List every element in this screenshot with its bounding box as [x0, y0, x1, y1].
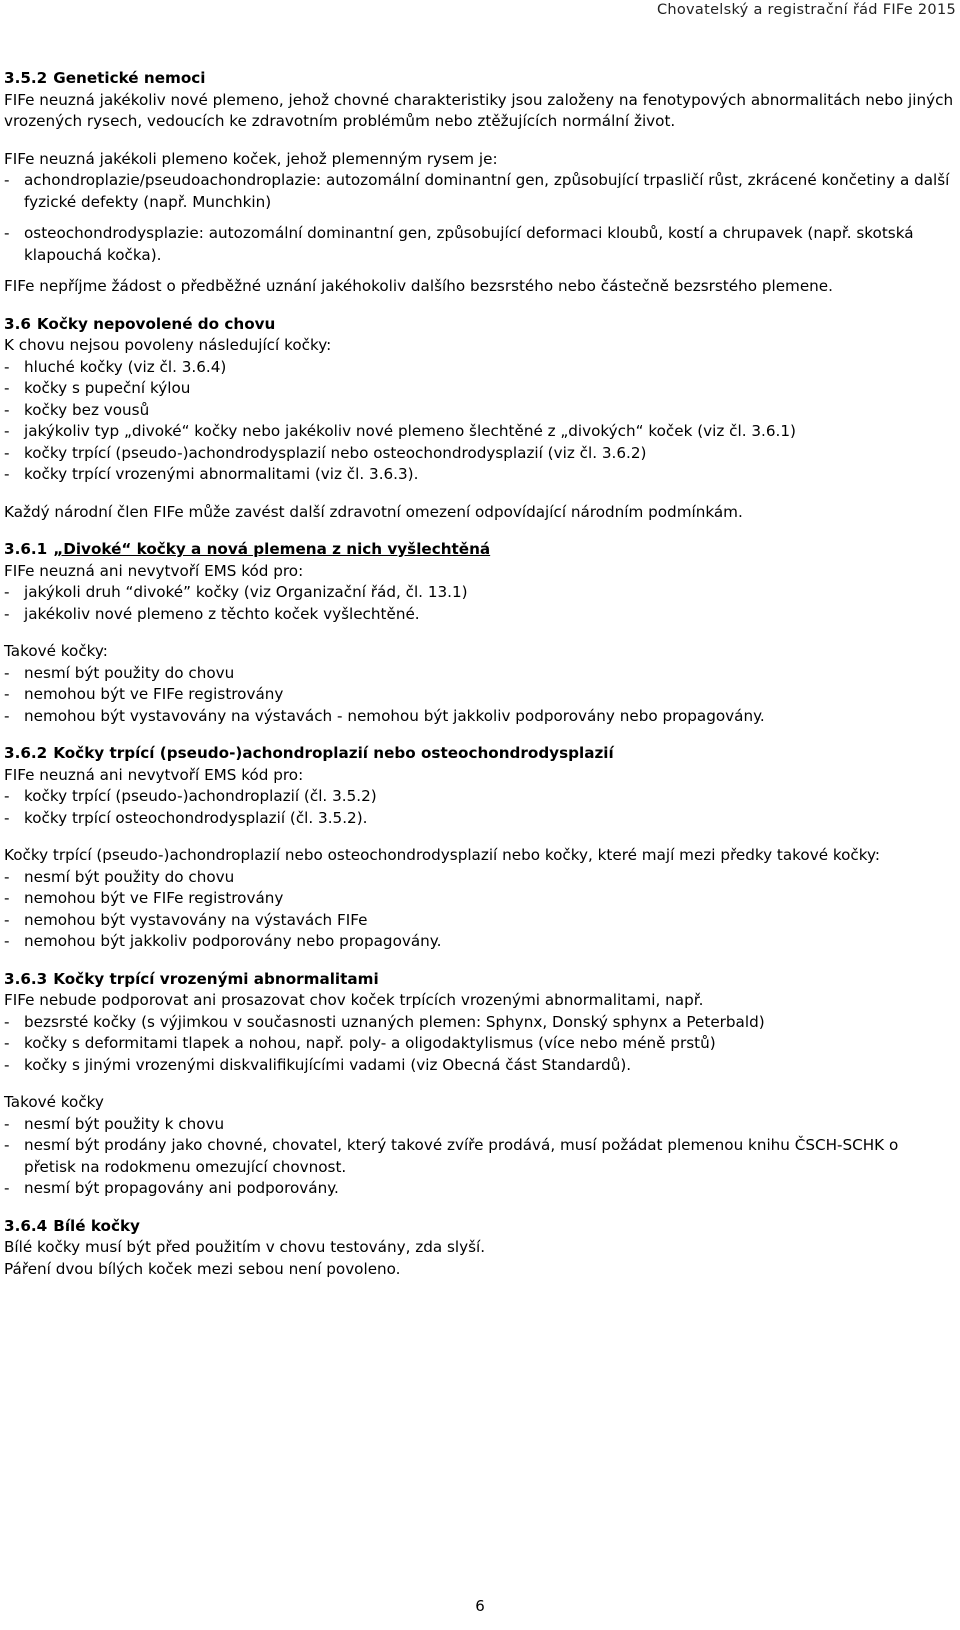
list-item: - nesmí být použity k chovu	[4, 1114, 225, 1133]
paragraph: FIFe neuzná ani nevytvoří EMS kód pro:	[4, 765, 304, 784]
list-item: - jakékoliv nové plemeno z těchto koček vyšlechtěné.	[4, 604, 420, 623]
paragraph: FIFe neuzná jakékoliv nové plemeno, jehož chovné charakteristiky jsou založeny na fenotypových abnormalitách nebo jiných vrozených rysech, vedoucích ke zdravotním problémům nebo ztěžujících normální život.	[4, 90, 954, 130]
paragraph: Takové kočky	[4, 1093, 104, 1111]
section-3-6-1	[4, 539, 954, 727]
list-item: - achondroplazie/pseudoachondroplazie: autozomální dominantní gen, způsobující trpasličí růst, zkrácené končetiny a další fyzické defekty (např. Munchkin)	[4, 171, 950, 211]
section-heading	[4, 969, 954, 991]
paragraph: Bílé kočky musí být před použitím v chovu testovány, zda slyší.	[4, 1238, 486, 1256]
list-item: - nesmí být použity do chovu	[4, 867, 235, 886]
list-item: - kočky trpící vrozenými abnormalitami (viz čl. 3.6.3).	[4, 465, 419, 483]
section-heading	[4, 1216, 954, 1238]
section-title: Genetické nemoci	[53, 69, 206, 87]
paragraph: FIFe neuzná jakékoli plemeno koček, jehož plemenným rysem je:	[4, 149, 498, 168]
list-item: - nemohou být vystavovány na výstavách FIFe	[4, 910, 368, 929]
section-3-5-2	[4, 68, 954, 298]
paragraph: Páření dvou bílých koček mezi sebou není povoleno.	[4, 1259, 401, 1278]
paragraph: FIFe nebude podporovat ani prosazovat chov koček trpících vrozenými abnormalitami, např.	[4, 991, 704, 1009]
list-item: - kočky s jinými vrozenými diskvalifikujícími vadami (viz Obecná část Standardů).	[4, 1055, 632, 1074]
list-item: - kočky trpící (pseudo-)achondroplazií (čl. 3.5.2)	[4, 787, 377, 805]
list-item: - nemohou být ve FIFe registrovány	[4, 685, 284, 703]
paragraph: FIFe nepříjme žádost o předběžné uznání jakéhokoliv dalšího bezsrstého nebo částečně bezsrstého plemene.	[4, 277, 833, 295]
page-number: 6	[475, 1597, 485, 1615]
section-3-6-4	[4, 1216, 954, 1281]
list-item: - kočky s deformitami tlapek a nohou, např. poly- a oligodaktylismus (více nebo méně prstů)	[4, 1034, 716, 1052]
section-number: 3.6	[4, 314, 31, 333]
running-header: Chovatelský a registrační řád FIFe 2015	[656, 2, 956, 18]
paragraph: K chovu nejsou povoleny následující kočky:	[4, 336, 332, 354]
section-number: 3.6.4	[4, 1216, 48, 1235]
section-heading	[4, 68, 954, 90]
section-number: 3.6.2	[4, 744, 48, 762]
section-heading	[4, 539, 954, 561]
paragraph: Kočky trpící (pseudo-)achondroplazií nebo osteochondrodysplazií nebo kočky, které mají mezi předky takové kočky:	[4, 846, 881, 864]
list-item: - nesmí být použity do chovu	[4, 663, 235, 682]
list-item: - kočky trpící osteochondrodysplazií (čl. 3.5.2).	[4, 808, 368, 827]
list-item: - kočky bez vousů	[4, 400, 150, 419]
section-heading	[4, 743, 954, 765]
list-item: - hluché kočky (viz čl. 3.6.4)	[4, 357, 227, 376]
list-item: - nemohou být ve FIFe registrovány	[4, 889, 284, 907]
list-item: - kočky trpící (pseudo-)achondrodysplazií nebo osteochondrodysplazií (viz čl. 3.6.2)	[4, 443, 647, 462]
section-title: Bílé kočky	[53, 1216, 140, 1235]
list-item: - nemohou být jakkoliv podporovány nebo propagovány.	[4, 932, 442, 950]
section-3-6-3	[4, 969, 954, 1200]
list-item: - kočky s pupeční kýlou	[4, 379, 191, 397]
section-3-6-2	[4, 743, 954, 953]
paragraph: Takové kočky:	[4, 642, 108, 660]
section-title: Kočky trpící (pseudo-)achondroplazií nebo osteochondrodysplazií	[53, 744, 614, 762]
section-number: 3.5.2	[4, 69, 48, 87]
list-item: - nemohou být vystavovány na výstavách - nemohou být jakkoliv podporovány nebo propagovány.	[4, 706, 765, 725]
section-title: Kočky nepovolené do chovu	[36, 314, 276, 333]
list-item: - nesmí být propagovány ani podporovány.	[4, 1179, 339, 1197]
section-heading	[4, 314, 954, 336]
list-item: - osteochondrodysplazie: autozomální dominantní gen, způsobující deformaci kloubů, kostí a chrupavek (např. skotská klapouchá kočka).	[4, 224, 914, 264]
paragraph: FIFe neuzná ani nevytvoří EMS kód pro:	[4, 561, 304, 580]
document-body	[4, 68, 954, 1280]
section-number: 3.6.3	[4, 969, 48, 988]
list-item: - nesmí být prodány jako chovné, chovatel, který takové zvíře prodává, musí požádat plemenou knihu ČSCH-SCHK o přetisk na rodokmenu omezující chovnost.	[4, 1136, 899, 1176]
section-number: 3.6.1	[4, 540, 48, 558]
section-title: „Divoké“ kočky a nová plemena z nich vyšlechtěná	[53, 540, 491, 558]
section-3-6	[4, 314, 954, 524]
list-item: - bezsrsté kočky (s výjimkou v současnosti uznaných plemen: Sphynx, Donský sphynx a Peterbald)	[4, 1012, 765, 1031]
list-item: - jakýkoli druh “divoké” kočky (viz Organizační řád, čl. 13.1)	[4, 583, 468, 601]
paragraph: Každý národní člen FIFe může zavést další zdravotní omezení odpovídající národním podmínkám.	[4, 502, 743, 521]
section-title: Kočky trpící vrozenými abnormalitami	[53, 969, 379, 988]
list-item: - jakýkoliv typ „divoké“ kočky nebo jakékoliv nové plemeno šlechtěné z „divokých“ koček (viz čl. 3.6.1)	[4, 422, 796, 440]
